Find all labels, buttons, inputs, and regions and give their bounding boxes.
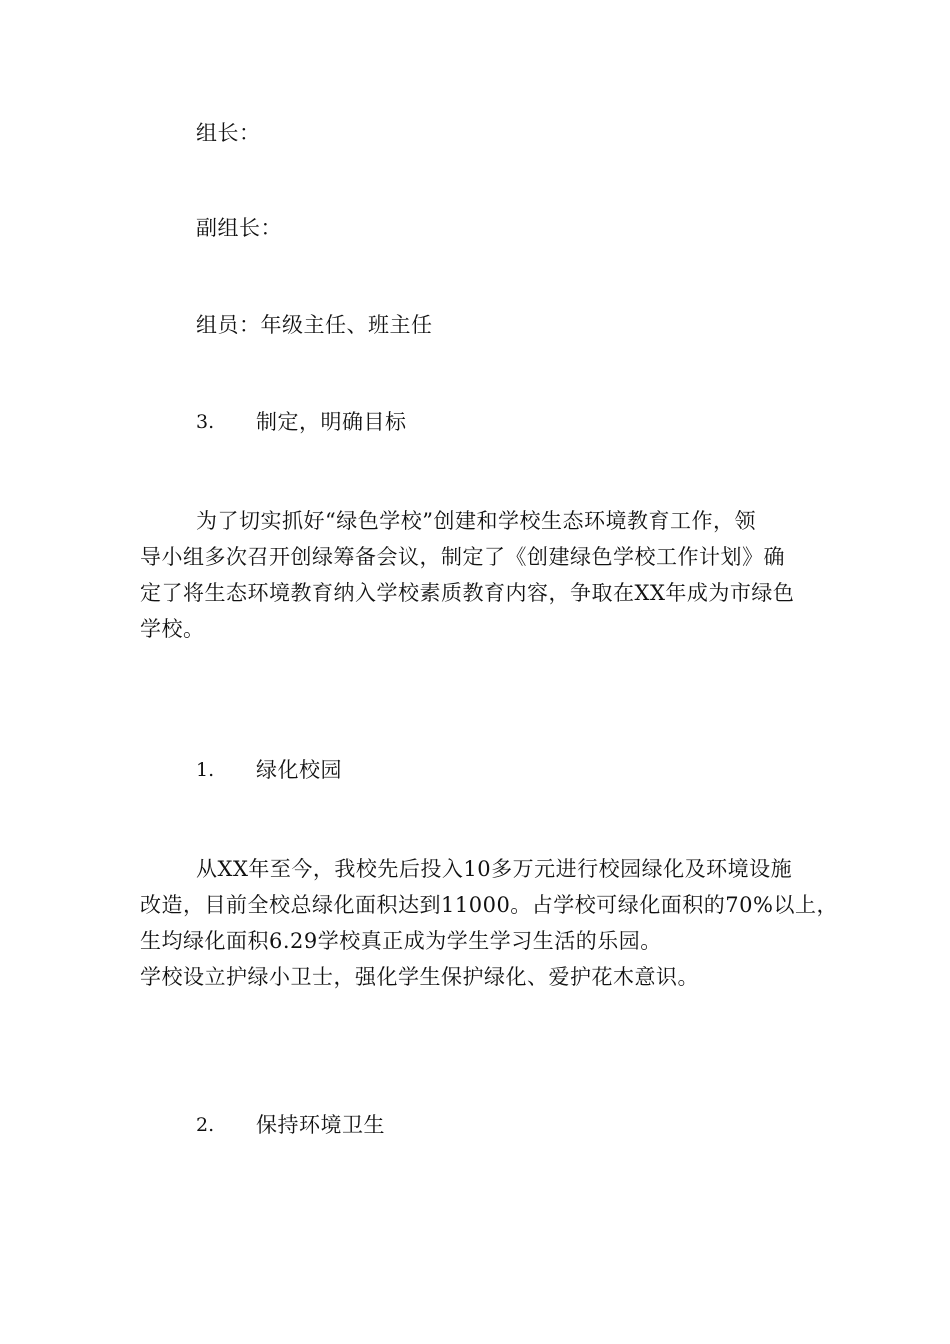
section-title: 保持环境卫生 (256, 1113, 385, 1137)
paragraph-line: 学校设立护绿小卫士，强化学生保护绿化、爱护花木意识。 (140, 965, 699, 989)
leader-line: 组长： (196, 121, 261, 145)
paragraph-line: 从XX年至今，我校先后投入10多万元进行校园绿化及环境设施 (196, 857, 793, 881)
greening-paragraph (140, 851, 840, 995)
section-title: 绿化校园 (256, 758, 342, 782)
section-number: 3. (196, 411, 215, 433)
paragraph-line: 为了切实抓好“绿色学校”创建和学校生态环境教育工作，领 (196, 509, 756, 533)
paragraph-line: 生均绿化面积6.29学校真正成为学生学习生活的乐园。 (140, 929, 662, 953)
goal-paragraph (140, 503, 840, 647)
section-number: 2. (196, 1114, 215, 1136)
section-number: 1. (196, 759, 215, 781)
section-title: 制定，明确目标 (256, 410, 407, 434)
paragraph-line: 学校。 (140, 617, 205, 641)
deputy-leader-line: 副组长： (196, 216, 282, 240)
paragraph-line: 导小组多次召开创绿筹备会议，制定了《创建绿色学校工作计划》确 (140, 545, 785, 569)
paragraph-line: 定了将生态环境教育纳入学校素质教育内容，争取在XX年成为市绿色 (140, 581, 795, 605)
paragraph-line: 改造，目前全校总绿化面积达到11000。占学校可绿化面积的70%以上， (140, 893, 838, 917)
members-line: 组员：年级主任、班主任 (196, 313, 433, 337)
